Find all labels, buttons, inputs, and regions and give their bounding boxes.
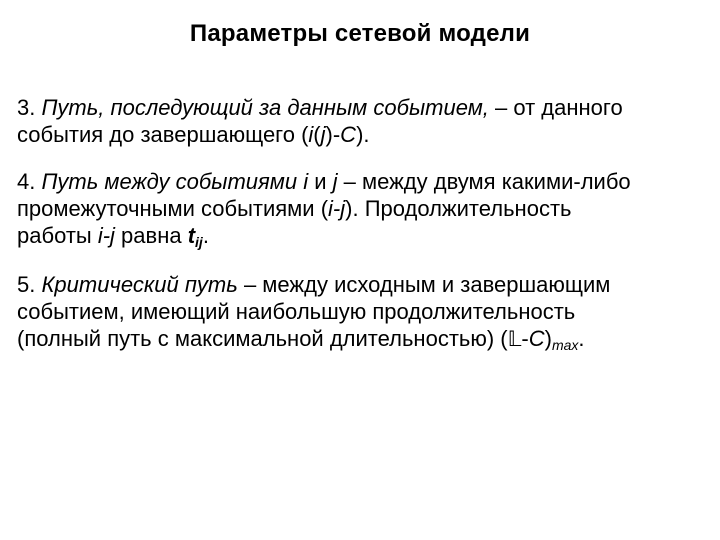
p3-lparen: ( — [313, 122, 321, 147]
p4-t: t — [187, 223, 196, 248]
p5-end: . — [578, 326, 585, 351]
p5-max-subscript: max — [551, 337, 579, 353]
p4-j: j — [332, 169, 338, 194]
p3-number: 3. — [17, 95, 42, 120]
p5-text: – между исходным и завершающим событием, имеющий наибольшую продолжительность (полный путь с максимальной длительностью) ( — [17, 272, 611, 351]
p3-rparen: ) — [325, 122, 333, 147]
p4-ij: i-j — [328, 196, 346, 221]
p3-end: ). — [356, 122, 370, 147]
p5-L-symbol: 𝕃 — [507, 327, 522, 351]
p3-dash: - — [332, 122, 341, 147]
p3-i: i — [308, 122, 314, 147]
p3-j: j — [320, 122, 326, 147]
p5-C: C — [528, 326, 545, 351]
p4-term: Путь между событиями — [41, 169, 298, 194]
p3-C: C — [340, 122, 357, 147]
p4-text3: равна — [114, 223, 188, 248]
p4-t-subscript: ij — [195, 234, 203, 250]
p4-i: i — [303, 169, 309, 194]
p4-ij2: i-j — [97, 223, 115, 248]
paragraph-3 — [17, 94, 642, 148]
p5-dash: - — [521, 326, 529, 351]
p3-term: Путь, последующий за данным событием, — [41, 95, 489, 120]
p4-number: 4. — [17, 169, 42, 194]
slide-title: Параметры сетевой модели — [189, 20, 531, 47]
p4-end: . — [202, 223, 209, 248]
p4-text2: ). Продолжительность работы — [17, 196, 572, 248]
p5-rparen: ) — [544, 326, 552, 351]
p4-text1: – между двумя какими-либо промежуточными событиями ( — [17, 169, 631, 221]
p5-term: Критический путь — [41, 272, 238, 297]
paragraph-4 — [17, 168, 642, 249]
paragraph-5 — [17, 271, 642, 353]
slide-body — [17, 94, 642, 373]
p4-and: и — [308, 169, 333, 194]
p5-number: 5. — [17, 272, 42, 297]
p3-text: – от данного события до завершающего ( — [17, 95, 623, 147]
